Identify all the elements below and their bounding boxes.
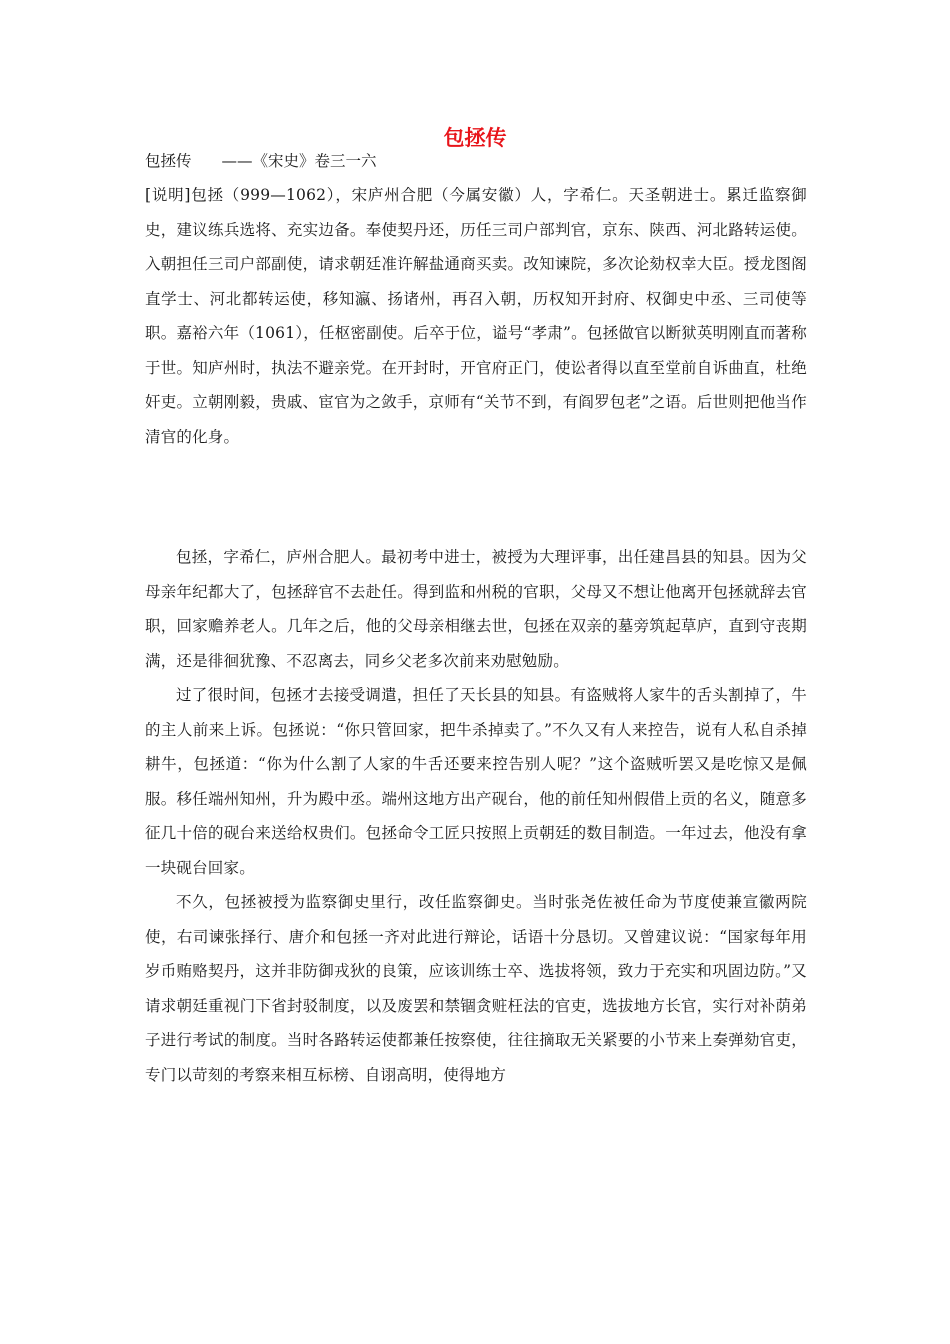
document-title: 包拯传 [443,125,507,150]
main-text [145,540,807,1092]
body-paragraph-1: 包拯，字希仁，庐州合肥人。最初考中进士，被授为大理评事，出任建昌县的知县。因为父母亲年纪都大了，包拯辞官不去赴任。得到监和州税的官职，父母又不想让他离开包拯就辞去官职，回家赡养老人。几年之后，他的父母亲相继去世，包拯在双亲的墓旁筑起草庐，直到守丧期满，还是徘徊犹豫、不忍离去，同乡父老多次前来劝慰勉励。 [145,548,807,670]
byline [145,150,377,172]
explanatory-note [145,178,807,454]
body-paragraph-3: 不久，包拯被授为监察御史里行，改任监察御史。当时张尧佐被任命为节度使兼宣徽两院使，右司谏张择行、唐介和包拯一齐对此进行辩论，话语十分恳切。又曾建议说：“国家每年用岁币贿赂契丹，这并非防御戎狄的良策，应该训练士卒、选拔将领，致力于充实和巩固边防。”又请求朝廷重视门下省封驳制度，以及废罢和禁锢贪赃枉法的官吏，选拔地方长官，实行对补荫弟子进行考试的制度。当时各路转运使都兼任按察使，往往摘取无关紧要的小节来上奏弹劾官吏，专门以苛刻的考察来相互标榜、自诩高明，使得地方 [145,893,807,1084]
body-paragraph-2: 过了很时间，包拯才去接受调遣，担任了天长县的知县。有盗贼将人家牛的舌头割掉了，牛的主人前来上诉。包拯说：“你只管回家，把牛杀掉卖了。”不久又有人来控告，说有人私自杀掉耕牛，包拯道：“你为什么割了人家的牛舌还要来控告别人呢？”这个盗贼听罢又是吃惊又是佩服。移任端州知州，升为殿中丞。端州这地方出产砚台，他的前任知州假借上贡的名义，随意多征几十倍的砚台来送给权贵们。包拯命令工匠只按照上贡朝廷的数目制造。一年过去，他没有拿一块砚台回家。 [145,686,807,877]
byline-name: 包拯传 [145,152,192,170]
byline-source: ——《宋史》卷三一六 [221,152,377,170]
note-paragraph: [说明]包拯（999—1062），宋庐州合肥（今属安徽）人，字希仁。天圣朝进士。累迁监察御史，建议练兵选将、充实边备。奉使契丹还，历任三司户部判官，京东、陕西、河北路转运使。入朝担任三司户部副使，请求朝廷准许解盐通商买卖。改知谏院，多次论劾权幸大臣。授龙图阁直学士、河北都转运使，移知瀛、扬诸州，再召入朝，历权知开封府、权御史中丞、三司使等职。嘉裕六年（1061），任枢密副使。后卒于位，谥号“孝肃”。包拯做官以断狱英明刚直而著称于世。知庐州时，执法不避亲党。在开封时，开官府正门，使讼者得以直至堂前自诉曲直，杜绝奸吏。立朝刚毅，贵戚、宦官为之敛手，京师有“关节不到，有阎罗包老”之语。后世则把他当作清官的化身。 [145,186,807,446]
